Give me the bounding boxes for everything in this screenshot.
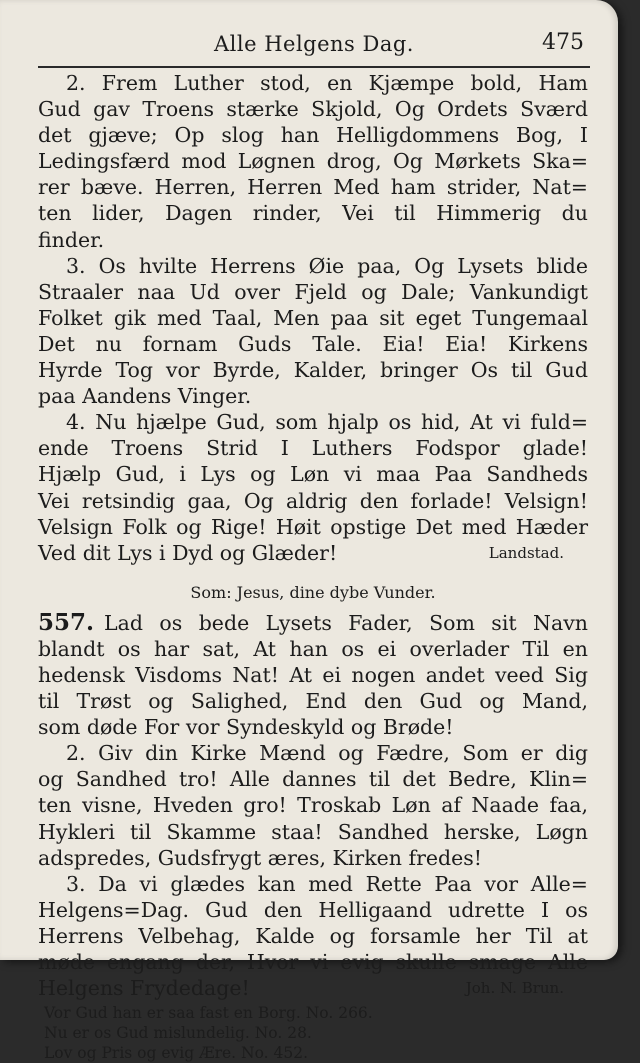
verse-line: Ledingsfærd mod Løgnen drog, Og Mørkets Ska= [38, 149, 588, 174]
verse-prev-3 [38, 253, 588, 410]
verse-line: Vei retsindig gaa, Og aldrig den forlade! Velsign! [38, 488, 588, 513]
verse-line: Helgens=Dag. Gud den Helligaand udrette I os [38, 897, 588, 922]
verse-line: finder. [38, 227, 105, 252]
page-body [38, 70, 588, 1063]
running-title: Alle Helgens Dag. [214, 32, 414, 56]
melody-note: Som: Jesus, dine dybe Vunder. [190, 582, 436, 602]
verse-line: 3. Os hvilte Herrens Øie paa, Og Lysets blide [66, 253, 588, 278]
hymn-557-verse-3 [38, 871, 588, 1001]
verse-line: adspredes, Gudsfrygt æres, Kirken fredes! [38, 845, 483, 870]
author-attribution: Joh. N. Brun. [465, 979, 564, 998]
verse-line: Gud gav Troens stærke Skjold, Og Ordets Sværd [38, 97, 588, 122]
hymn-number: 557. [38, 608, 95, 636]
verse-prev-2 [38, 70, 588, 253]
reference-line: Lov og Pris og evig Ære. No. 452. [44, 1044, 309, 1063]
verse-line: ten lider, Dagen rinder, Vei til Himmerig du [38, 201, 588, 226]
verse-line: som døde For vor Syndeskyld og Brøde! [38, 715, 454, 740]
verse-line: og Sandhed tro! Alle dannes til det Bedre, Klin= [38, 767, 588, 792]
verse-line: Straaler naa Ud over Fjeld og Dale; Vankundigt [38, 279, 588, 304]
verse-line: hedensk Visdoms Nat! At ei nogen andet veed Sig [38, 662, 588, 687]
hymn-557-verse-2 [38, 740, 588, 870]
verse-line: Helgens Frydedage! [38, 976, 250, 1001]
verse-line: Hjælp Gud, i Lys og Løn vi maa Paa Sandheds [38, 462, 588, 487]
verse-line: det gjæve; Op slog han Helligdommens Bog, I [38, 123, 588, 148]
verse-line: 4. Nu hjælpe Gud, som hjalp os hid, At vi fuld= [66, 410, 588, 435]
verse-line: til Trøst og Salighed, End den Gud og Mand, [38, 689, 588, 714]
verse-line: blandt os har sat, At han os ei overlader Til en [38, 636, 588, 661]
verse-line: Hyrde Tog vor Byrde, Kalder, bringer Os til Gud [38, 358, 588, 383]
verse-line: Hykleri til Skamme staa! Sandhed herske, Løgn [38, 819, 588, 844]
verse-line: Velsign Folk og Rige! Høit opstige Det med Hæder [38, 514, 588, 539]
verse-line: rer bæve. Herren, Herren Med ham strider, Nat= [38, 175, 588, 200]
author-attribution: Landstad. [488, 543, 564, 562]
verse-line: ten visne, Hveden gro! Troskab Løn af Naade faa, [38, 793, 588, 818]
verse-line: 2. Frem Luther stod, en Kjæmpe bold, Ham [66, 71, 588, 95]
verse-line: paa Aandens Vinger. [38, 384, 252, 409]
verse-line: 3. Da vi glædes kan med Rette Paa vor Alle= [66, 871, 588, 896]
verse-line: Herrens Velbehag, Kalde og forsamle her Til at [38, 923, 588, 948]
verse-prev-4 [38, 409, 588, 566]
verse-line: Det nu fornam Guds Tale. Eia! Eia! Kirkens [38, 331, 588, 356]
hymn-557-verse-1 [38, 610, 588, 740]
verse-line [38, 610, 588, 636]
verse-last-line [38, 975, 588, 1001]
verse-line-text: Lad os bede Lysets Fader, Som sit Navn [104, 610, 588, 635]
verse-line: Folket gik med Taal, Men paa sit eget Tungemaal [38, 305, 588, 330]
reference-line: Nu er os Gud mislundelig. No. 28. [44, 1024, 312, 1043]
reference-line: Vor Gud han er saa fast en Borg. No. 266. [44, 1004, 373, 1023]
verse-line: 2. Giv din Kirke Mænd og Fædre, Som er dig [66, 741, 588, 766]
verse-line: Ved dit Lys i Dyd og Glæder! [38, 540, 338, 565]
hymn-references [38, 1003, 588, 1063]
page-number: 475 [542, 30, 584, 55]
verse-last-line [38, 540, 588, 566]
verse-line: ende Troens Strid I Luthers Fodspor glade! [38, 436, 588, 461]
verse-line: møde engang der, Hvor vi evig skulle smage Alle [38, 950, 588, 974]
page-header [38, 26, 590, 68]
